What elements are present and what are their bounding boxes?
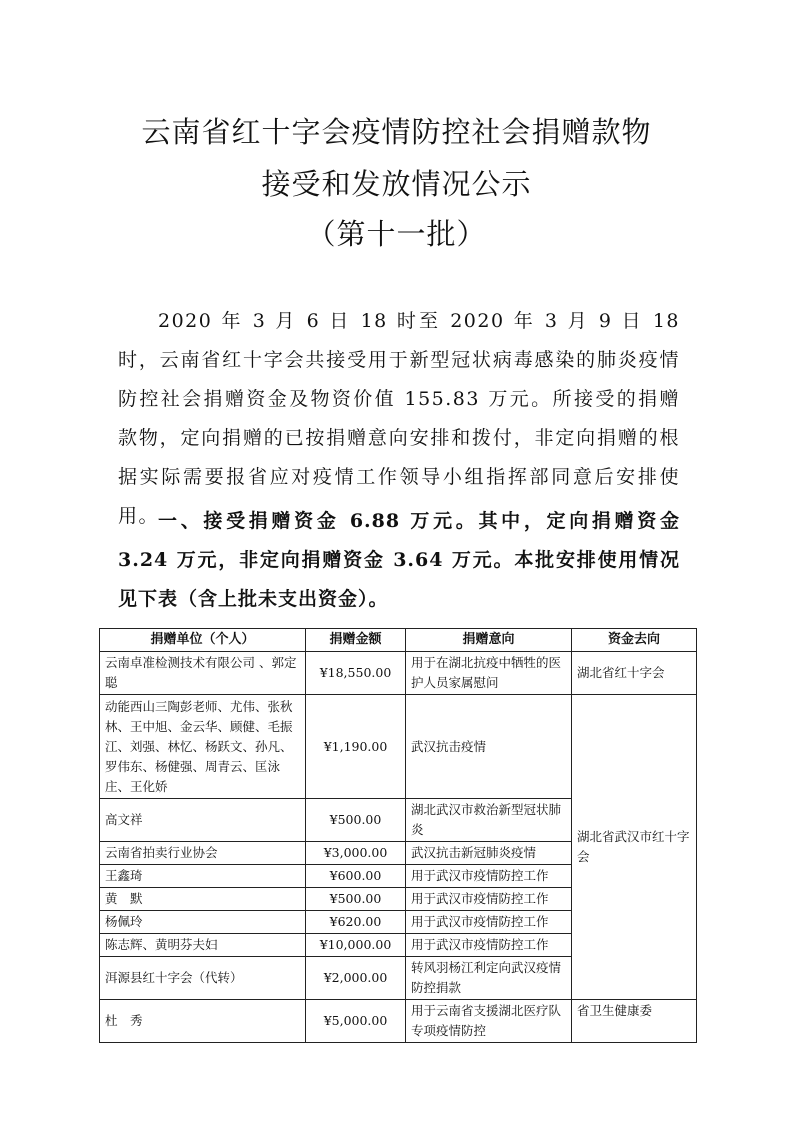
- amount-cell: ¥600.00: [306, 865, 406, 888]
- donor-cell: 高文祥: [100, 799, 306, 842]
- header-donor: 捐赠单位（个人）: [100, 629, 306, 652]
- table-header-row: [100, 629, 697, 652]
- donor-cell: 王鑫琦: [100, 865, 306, 888]
- amount-cell: ¥500.00: [306, 799, 406, 842]
- header-amount: 捐赠金额: [306, 629, 406, 652]
- table-row: [100, 695, 697, 799]
- donor-cell: 陈志辉、黄明芬夫妇: [100, 934, 306, 957]
- donor-cell: 黄 默: [100, 888, 306, 911]
- intent-cell: 用于武汉市疫情防控工作: [406, 888, 572, 911]
- amount-cell: ¥500.00: [306, 888, 406, 911]
- table-row: [100, 652, 697, 695]
- amount-cell: ¥1,190.00: [306, 695, 406, 799]
- amount-cell: ¥5,000.00: [306, 1000, 406, 1043]
- table-row: [100, 1000, 697, 1043]
- intent-cell: 武汉抗击新冠肺炎疫情: [406, 842, 572, 865]
- intent-cell: 湖北武汉市救治新型冠状肺炎: [406, 799, 572, 842]
- destination-cell: 湖北省红十字会: [572, 652, 697, 695]
- header-destination: 资金去向: [572, 629, 697, 652]
- intent-cell: 武汉抗击疫情: [406, 695, 572, 799]
- page-subtitle: 接受和发放情况公示: [261, 167, 532, 201]
- intro-paragraph: 2020 年 3 月 6 日 18 时至 2020 年 3 月 9 日 18 时，云南省红十字会共接受用于新型冠状病毒感染的肺炎疫情防控社会捐赠资金及物资价值 155.83 万元。所接受的捐赠款物，定向捐赠的已按捐赠意向安排和拨付，非定向捐赠的根据实际需要报省应对疫情工作领导小组指挥部同意后安排使用。: [118, 310, 680, 527]
- amount-cell: ¥10,000.00: [306, 934, 406, 957]
- donor-cell: 洱源县红十字会（代转）: [100, 957, 306, 1000]
- donor-cell: 杨佩玲: [100, 911, 306, 934]
- intent-cell: 用于在湖北抗疫中牺牲的医护人员家属慰问: [406, 652, 572, 695]
- batch-label: （第十一批）: [306, 217, 487, 251]
- donor-cell: 云南卓准检测技术有限公司 、郭定聪: [100, 652, 306, 695]
- donor-cell: 动能西山三陶彭老师、尤伟、张秋林、王中旭、金云华、顾健、毛振江、刘强、林忆、杨跃文、孙凡、罗伟东、杨健强、周青云、匡泳庄、王化娇: [100, 695, 306, 799]
- intent-cell: 用于云南省支援湖北医疗队专项疫情防控: [406, 1000, 572, 1043]
- donation-table: [99, 628, 697, 1043]
- amount-cell: ¥620.00: [306, 911, 406, 934]
- header-intent: 捐赠意向: [406, 629, 572, 652]
- destination-cell: 湖北省武汉市红十字会: [572, 695, 697, 1000]
- amount-cell: ¥3,000.00: [306, 842, 406, 865]
- destination-cell: 省卫生健康委: [572, 1000, 697, 1043]
- donor-cell: 杜 秀: [100, 1000, 306, 1043]
- intent-cell: 用于武汉市疫情防控工作: [406, 934, 572, 957]
- intent-cell: 用于武汉市疫情防控工作: [406, 911, 572, 934]
- intent-cell: 转风羽杨江利定向武汉疫情防控捐款: [406, 957, 572, 1000]
- page-title: 云南省红十字会疫情防控社会捐赠款物: [141, 115, 652, 149]
- amount-cell: ¥2,000.00: [306, 957, 406, 1000]
- intent-cell: 用于武汉市疫情防控工作: [406, 865, 572, 888]
- amount-cell: ¥18,550.00: [306, 652, 406, 695]
- section-1-paragraph: 一、接受捐赠资金 6.88 万元。其中，定向捐赠资金 3.24 万元，非定向捐赠资金 3.64 万元。本批安排使用情况见下表（含上批未支出资金）。: [118, 510, 680, 610]
- donor-cell: 云南省拍卖行业协会: [100, 842, 306, 865]
